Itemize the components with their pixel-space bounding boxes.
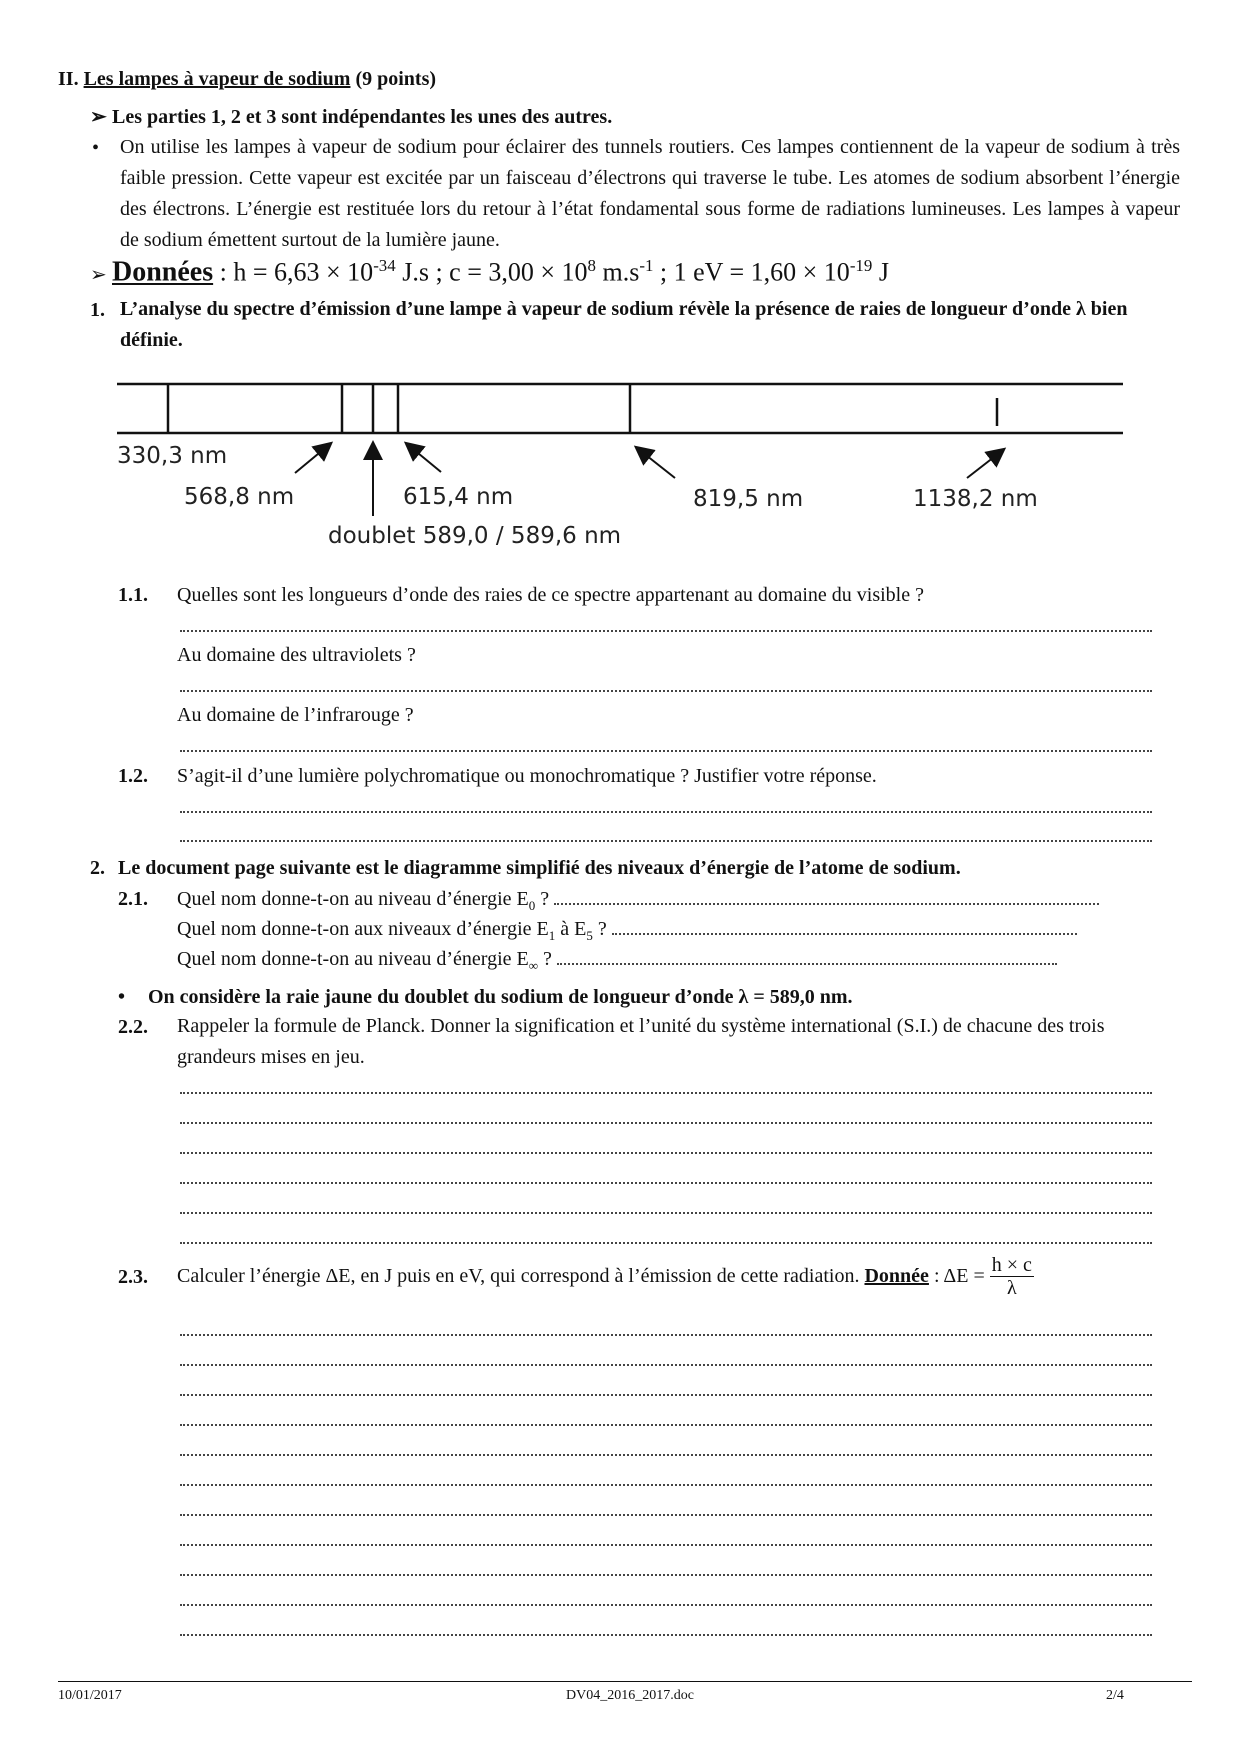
label-615: 615,4 nm	[403, 484, 514, 510]
answer-line[interactable]	[180, 1152, 1152, 1154]
q21-line2	[177, 918, 1077, 944]
donnees-h-unit: J.s ; c = 3,00 × 10	[395, 257, 588, 287]
raie-bullet	[118, 986, 853, 1009]
arrow-1138	[967, 450, 1003, 478]
donnees-ev-exp: -19	[849, 256, 873, 275]
q12-text: S’agit-il d’une lumière polychromatique ou monochromatique ? Justifier votre réponse.	[177, 765, 877, 787]
answer-line[interactable]	[180, 1092, 1152, 1094]
q23-number: 2.3.	[118, 1266, 148, 1288]
answer-line[interactable]	[180, 1634, 1152, 1636]
answer-line[interactable]	[180, 1574, 1152, 1576]
label-1138: 1138,2 nm	[913, 486, 1038, 512]
q11-text: Quelles sont les longueurs d’onde des raies de ce spectre appartenant au domaine du visible ?	[177, 584, 924, 606]
answer-line[interactable]	[557, 963, 1057, 965]
intro-paragraph: On utilise les lampes à vapeur de sodium pour éclairer des tunnels routiers. Ces lampes contiennent de la vapeur de sodium à très faible pression. Cette vapeur est excitée par un faisceau d’électrons qui traverse le tube. Les atomes de sodium absorbent l’énergie des électrons. L’énergie est restituée lors du retour à l’état fondamental sous forme de radiations lumineuses. Les lampes à vapeur de sodium émettent surtout de la lumière jaune.	[120, 136, 1180, 251]
q11-ir: Au domaine de l’infrarouge ?	[177, 704, 414, 726]
answer-line[interactable]	[180, 1242, 1152, 1244]
q23-formula-lhs: : ΔE =	[928, 1265, 990, 1287]
answer-line[interactable]	[554, 903, 1099, 905]
q22-number: 2.2.	[118, 1016, 148, 1038]
q22-text: Rappeler la formule de Planck. Donner la signification et l’unité du système international (S.I.) de chacune des trois grandeurs mises en jeu.	[177, 1015, 1105, 1068]
footer-page: 2/4	[1106, 1688, 1124, 1703]
q21-line2-text: Quel nom donne-t-on aux niveaux d’énergie E	[177, 918, 549, 940]
answer-line[interactable]	[180, 750, 1152, 752]
footer-rule	[58, 1681, 1192, 1682]
donnees-ev-unit: J	[872, 257, 889, 287]
donnees-c-exp: 8	[587, 256, 596, 275]
q2-text: Le document page suivante est le diagramme simplifié des niveaux d’énergie de l’atome de sodium.	[118, 857, 961, 879]
footer-file: DV04_2016_2017.doc	[566, 1688, 694, 1703]
q21-line2-mid: à E	[555, 918, 587, 940]
answer-line[interactable]	[180, 1454, 1152, 1456]
q21-line3-text: Quel nom donne-t-on au niveau d’énergie E	[177, 948, 529, 970]
q21-line2-sub1: 1	[548, 928, 556, 943]
arrow-568	[295, 444, 330, 473]
bullet-icon: •	[118, 986, 126, 1008]
q21-line1-end: ?	[535, 888, 550, 910]
q12-number: 1.2.	[118, 765, 148, 787]
answer-line[interactable]	[180, 1182, 1152, 1184]
section-title: Les lampes à vapeur de sodium	[83, 68, 351, 90]
donnees-c-unit-exp: -1	[639, 256, 654, 275]
answer-line[interactable]	[180, 1544, 1152, 1546]
answer-line[interactable]	[180, 1514, 1152, 1516]
q23-donnee-label: Donnée	[864, 1265, 929, 1287]
note-parts	[90, 104, 612, 129]
arrow-615	[407, 444, 441, 472]
q21-line2-sub2: 5	[586, 928, 593, 943]
q21-line1	[177, 888, 1099, 914]
label-330: 330,3 nm	[117, 443, 228, 469]
arrow-819	[637, 448, 675, 478]
planck-fraction	[990, 1254, 1034, 1299]
arrow-bullet-icon: ➢	[90, 106, 107, 128]
donnees-line: ➢ Données : $h = 6,63 \times 10^{-34}$ J.s ; $c = 3,00 \times 10^8$ $m.s^{-1}$ ; 1 eV = $1,60 \times 10^{-19}$ J	[90, 256, 889, 288]
q2-number: 2.	[90, 857, 105, 879]
donnees-label: Données	[112, 256, 214, 288]
answer-line[interactable]	[180, 690, 1152, 692]
q23-line	[177, 1254, 1034, 1299]
answer-line[interactable]	[180, 1424, 1152, 1426]
answer-line[interactable]	[180, 1122, 1152, 1124]
donnees-h: h = 6,63 × 10	[233, 257, 374, 287]
label-568: 568,8 nm	[184, 484, 295, 510]
answer-line[interactable]	[180, 811, 1152, 813]
answer-line[interactable]	[180, 1334, 1152, 1336]
q1-text: L’analyse du spectre d’émission d’une lampe à vapeur de sodium révèle la présence de raies de longueur d’onde λ bien définie.	[120, 298, 1128, 351]
q21-line1-sub: 0	[528, 898, 536, 913]
answer-line[interactable]	[180, 1364, 1152, 1366]
answer-line[interactable]	[180, 1212, 1152, 1214]
q11-uv: Au domaine des ultraviolets ?	[177, 644, 416, 666]
label-819: 819,5 nm	[693, 486, 804, 512]
q21-line1-text: Quel nom donne-t-on au niveau d’énergie E	[177, 888, 529, 910]
q23-denominator: λ	[1006, 1277, 1017, 1299]
q21-line3-sub: ∞	[528, 958, 539, 973]
answer-line[interactable]	[180, 840, 1152, 842]
answer-line[interactable]	[180, 1604, 1152, 1606]
section-points: (9 points)	[355, 68, 437, 90]
note-parts-text: Les parties 1, 2 et 3 sont indépendantes les unes des autres.	[112, 106, 613, 128]
donnees-ev: ; 1 eV = 1,60 × 10	[653, 257, 850, 287]
q11-number: 1.1.	[118, 584, 148, 606]
q1-number: 1.	[90, 299, 105, 321]
q21-line3	[177, 948, 1057, 974]
answer-line[interactable]	[180, 1394, 1152, 1396]
donnees-c-unit: m.s	[595, 257, 640, 287]
answer-line[interactable]	[180, 1484, 1152, 1486]
bullet-icon: •	[92, 137, 100, 159]
q21-number: 2.1.	[118, 888, 148, 910]
section-number: II.	[58, 68, 79, 90]
label-doublet: doublet 589,0 / 589,6 nm	[328, 523, 622, 549]
donnees-h-exp: -34	[373, 256, 396, 275]
raie-text: On considère la raie jaune du doublet du sodium de longueur d’onde λ = 589,0 nm.	[148, 986, 853, 1008]
arrow-bullet-icon: ➢	[90, 263, 107, 286]
q21-line3-end: ?	[538, 948, 552, 970]
q23-numerator: h × c	[991, 1254, 1032, 1276]
answer-line[interactable]	[612, 933, 1077, 935]
q21-line2-end: ?	[592, 918, 607, 940]
answer-line[interactable]	[180, 630, 1152, 632]
section-header	[58, 68, 436, 91]
q23-text: Calculer l’énergie ΔE, en J puis en eV, qui correspond à l’émission de cette radiation.	[177, 1265, 860, 1287]
footer-date: 10/01/2017	[58, 1688, 122, 1703]
